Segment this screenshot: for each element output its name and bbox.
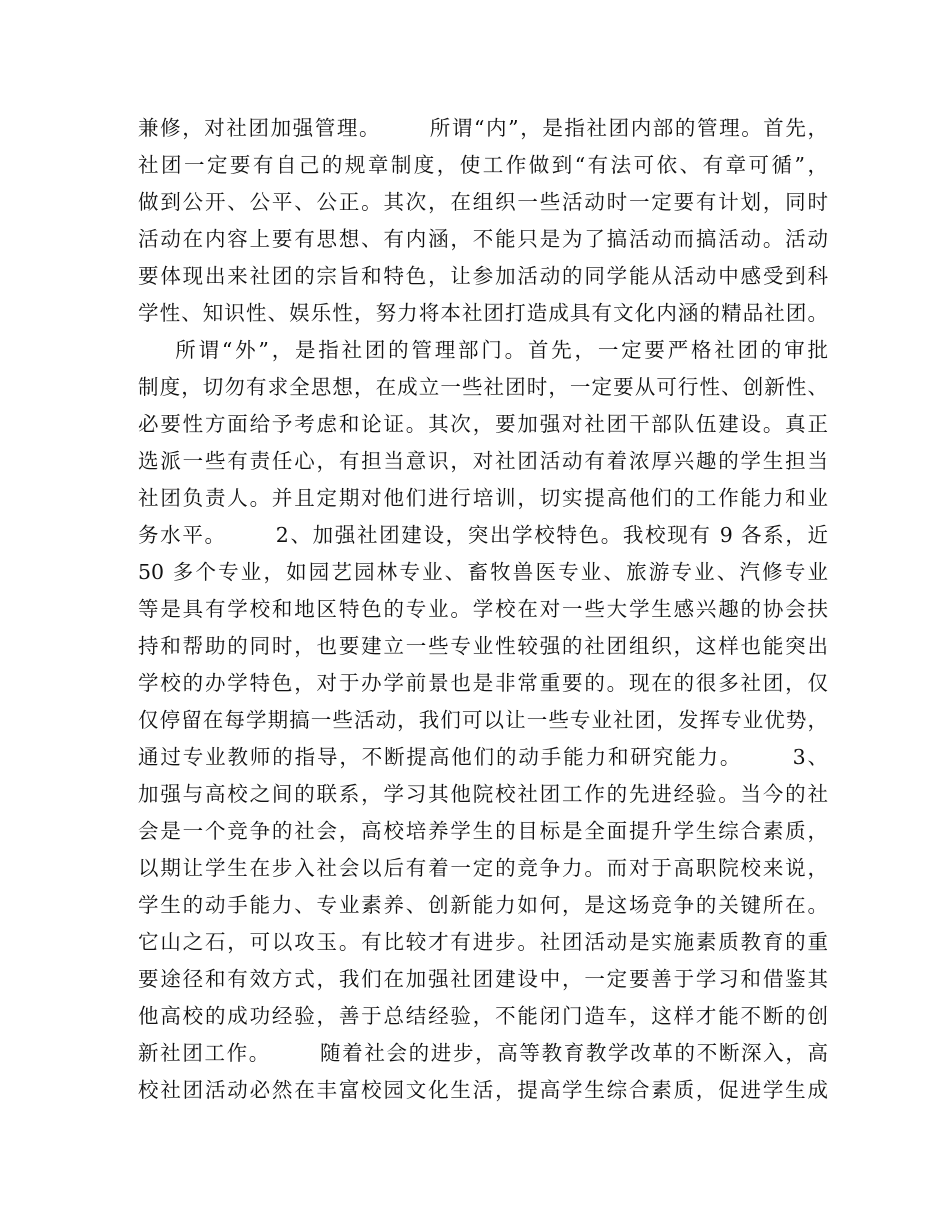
text-line: 加强与高校之间的联系，学习其他院校社团工作的先进经验。当今的社 — [138, 782, 828, 806]
text-line: 社团一定要有自己的规章制度，使工作做到“有法可依、有章可循”， — [138, 153, 828, 177]
text-line: 新社团工作。 随着社会的进步，高等教育教学改革的不断深入，高 — [138, 1041, 828, 1065]
text-line: 社团负责人。并且定期对他们进行培训，切实提高他们的工作能力和业 — [138, 486, 828, 510]
text-line: 活动在内容上要有思想、有内涵，不能只是为了搞活动而搞活动。活动 — [138, 227, 828, 251]
text-line: 50 多个专业，如园艺园林专业、畜牧兽医专业、旅游专业、汽修专业 — [138, 560, 828, 584]
text-line: 兼修，对社团加强管理。 所谓“内”，是指社团内部的管理。首先， — [138, 116, 828, 140]
text-line: 等是具有学校和地区特色的专业。学校在对一些大学生感兴趣的协会扶 — [138, 597, 828, 621]
text-line: 会是一个竞争的社会，高校培养学生的目标是全面提升学生综合素质， — [138, 819, 828, 843]
text-line: 制度，切勿有求全思想，在成立一些社团时，一定要从可行性、创新性、 — [138, 375, 828, 399]
text-line: 做到公开、公平、公正。其次，在组织一些活动时一定要有计划，同时 — [138, 190, 828, 214]
text-line: 学性、知识性、娱乐性，努力将本社团打造成具有文化内涵的精品社团。 — [138, 301, 828, 325]
body-text — [138, 110, 828, 1109]
text-line: 以期让学生在步入社会以后有着一定的竞争力。而对于高职院校来说， — [138, 856, 828, 880]
text-line: 校社团活动必然在丰富校园文化生活，提高学生综合素质，促进学生成 — [138, 1078, 828, 1102]
text-line: 仅停留在每学期搞一些活动，我们可以让一些专业社团，发挥专业优势， — [138, 708, 828, 732]
text-line: 它山之石，可以攻玉。有比较才有进步。社团活动是实施素质教育的重 — [138, 930, 828, 954]
text-line: 通过专业教师的指导，不断提高他们的动手能力和研究能力。 3、 — [138, 745, 828, 769]
text-line: 学生的动手能力、专业素养、创新能力如何，是这场竞争的关键所在。 — [138, 893, 828, 917]
text-line: 务水平。 2、加强社团建设，突出学校特色。我校现有 9 各系，近 — [138, 523, 828, 547]
text-line: 要途径和有效方式，我们在加强社团建设中，一定要善于学习和借鉴其 — [138, 967, 828, 991]
text-line: 要体现出来社团的宗旨和特色，让参加活动的同学能从活动中感受到科 — [138, 264, 828, 288]
text-line: 选派一些有责任心，有担当意识，对社团活动有着浓厚兴趣的学生担当 — [138, 449, 828, 473]
text-line: 必要性方面给予考虑和论证。其次，要加强对社团干部队伍建设。真正 — [138, 412, 828, 436]
text-line: 学校的办学特色，对于办学前景也是非常重要的。现在的很多社团，仅 — [138, 671, 828, 695]
text-line: 他高校的成功经验，善于总结经验，不能闭门造车，这样才能不断的创 — [138, 1004, 828, 1028]
text-line: 所谓“外”，是指社团的管理部门。首先，一定要严格社团的审批 — [138, 338, 828, 362]
text-line: 持和帮助的同时，也要建立一些专业性较强的社团组织，这样也能突出 — [138, 634, 828, 658]
